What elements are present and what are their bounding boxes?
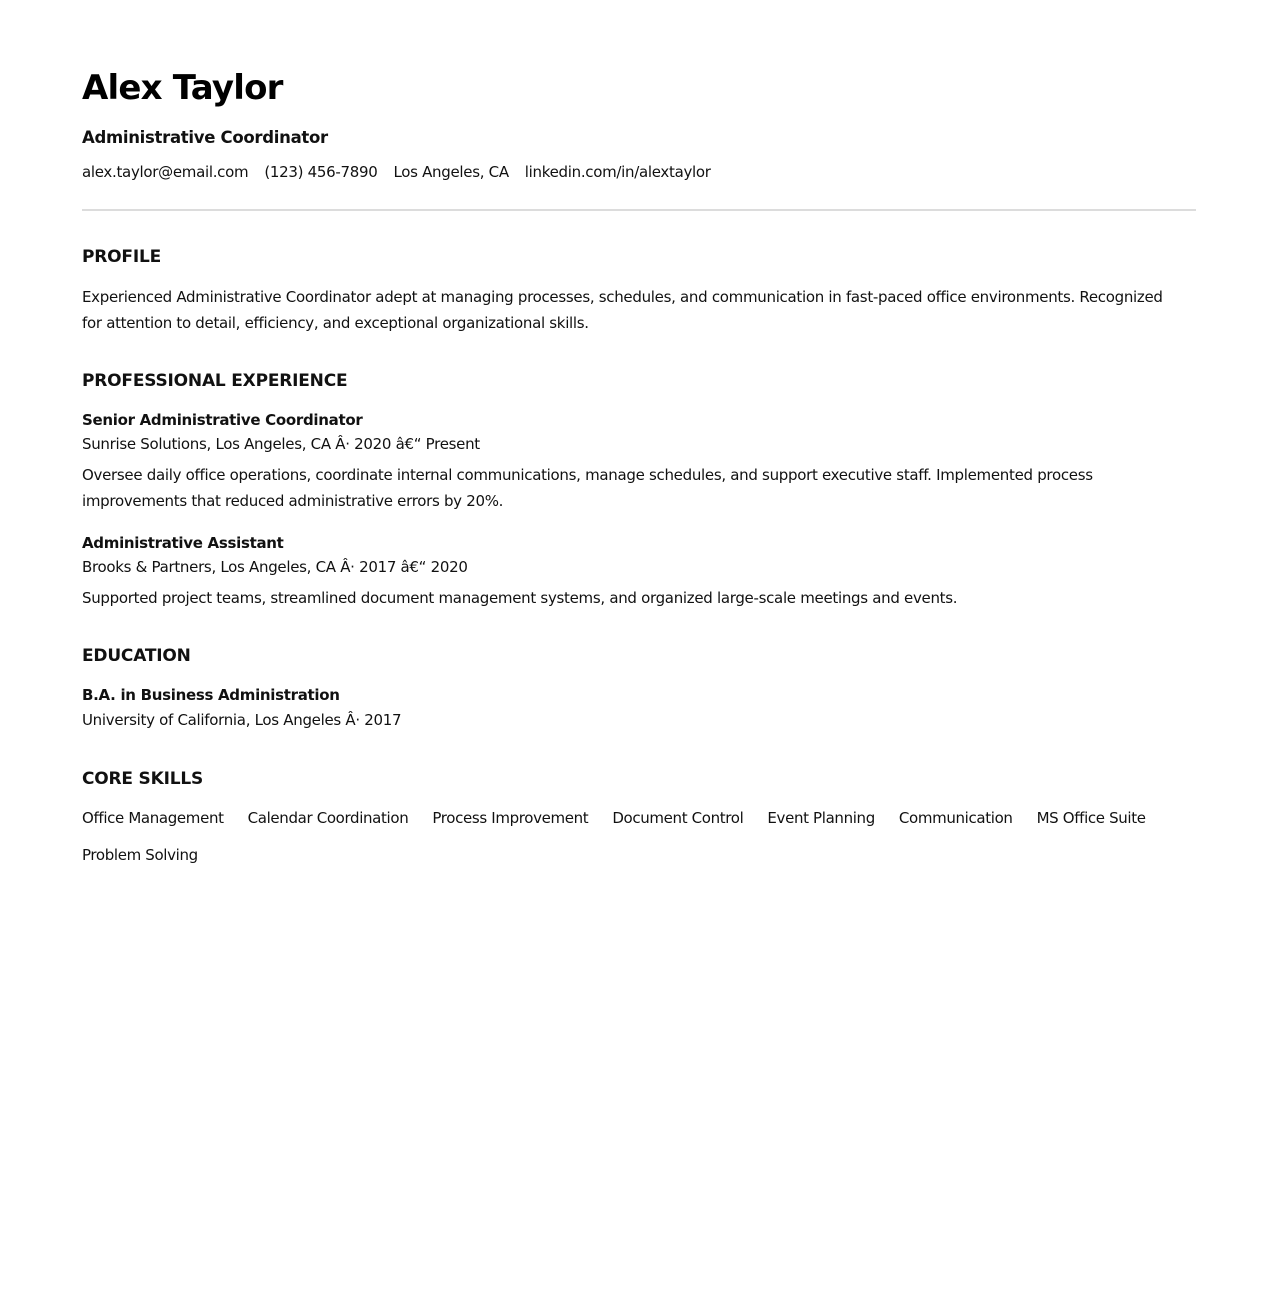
job-title: Administrative Assistant — [82, 534, 284, 552]
job-title: Senior Administrative Coordinator — [82, 411, 363, 429]
job-meta: Sunrise Solutions, Los Angeles, CA Â· 2020 â€“ Present — [82, 435, 480, 453]
experience-heading: PROFESSIONAL EXPERIENCE — [82, 371, 348, 391]
candidate-name: Alex Taylor — [82, 68, 283, 108]
contact-phone: (123) 456-7890 — [264, 163, 378, 181]
skill-item: Document Control — [612, 809, 744, 827]
contact-line — [82, 163, 711, 181]
header-divider — [82, 209, 1196, 211]
contact-location: Los Angeles, CA — [393, 163, 509, 181]
skill-item: Event Planning — [767, 809, 875, 827]
skill-item: Process Improvement — [432, 809, 589, 827]
education-heading: EDUCATION — [82, 646, 191, 666]
skill-item: Calendar Coordination — [247, 809, 409, 827]
skill-item: Problem Solving — [82, 846, 198, 864]
job-meta: Brooks & Partners, Los Angeles, CA Â· 2017 â€“ 2020 — [82, 558, 468, 576]
candidate-role: Administrative Coordinator — [82, 128, 328, 147]
contact-linkedin: linkedin.com/in/alextaylor — [524, 163, 711, 181]
job-description: Supported project teams, streamlined document management systems, and organized large-scale meetings and events. — [82, 589, 958, 607]
profile-text: Experienced Administrative Coordinator adept at managing processes, schedules, and communication in fast-paced office environments. Recognized for attention to detail, efficiency, and exceptional organizational skills. — [82, 288, 1163, 332]
education-meta: University of California, Los Angeles Â· 2017 — [82, 711, 402, 729]
skill-item: Communication — [898, 809, 1013, 827]
profile-heading: PROFILE — [82, 247, 161, 267]
job-description: Oversee daily office operations, coordinate internal communications, manage schedules, and support executive staff. Implemented process improvements that reduced administrative errors by 20%. — [82, 466, 1093, 510]
skills-heading: CORE SKILLS — [82, 769, 204, 789]
skills-list — [82, 806, 1196, 867]
skill-item: Office Management — [82, 809, 224, 827]
skill-item: MS Office Suite — [1036, 809, 1146, 827]
education-degree: B.A. in Business Administration — [82, 686, 340, 704]
contact-email: alex.taylor@email.com — [82, 163, 249, 181]
